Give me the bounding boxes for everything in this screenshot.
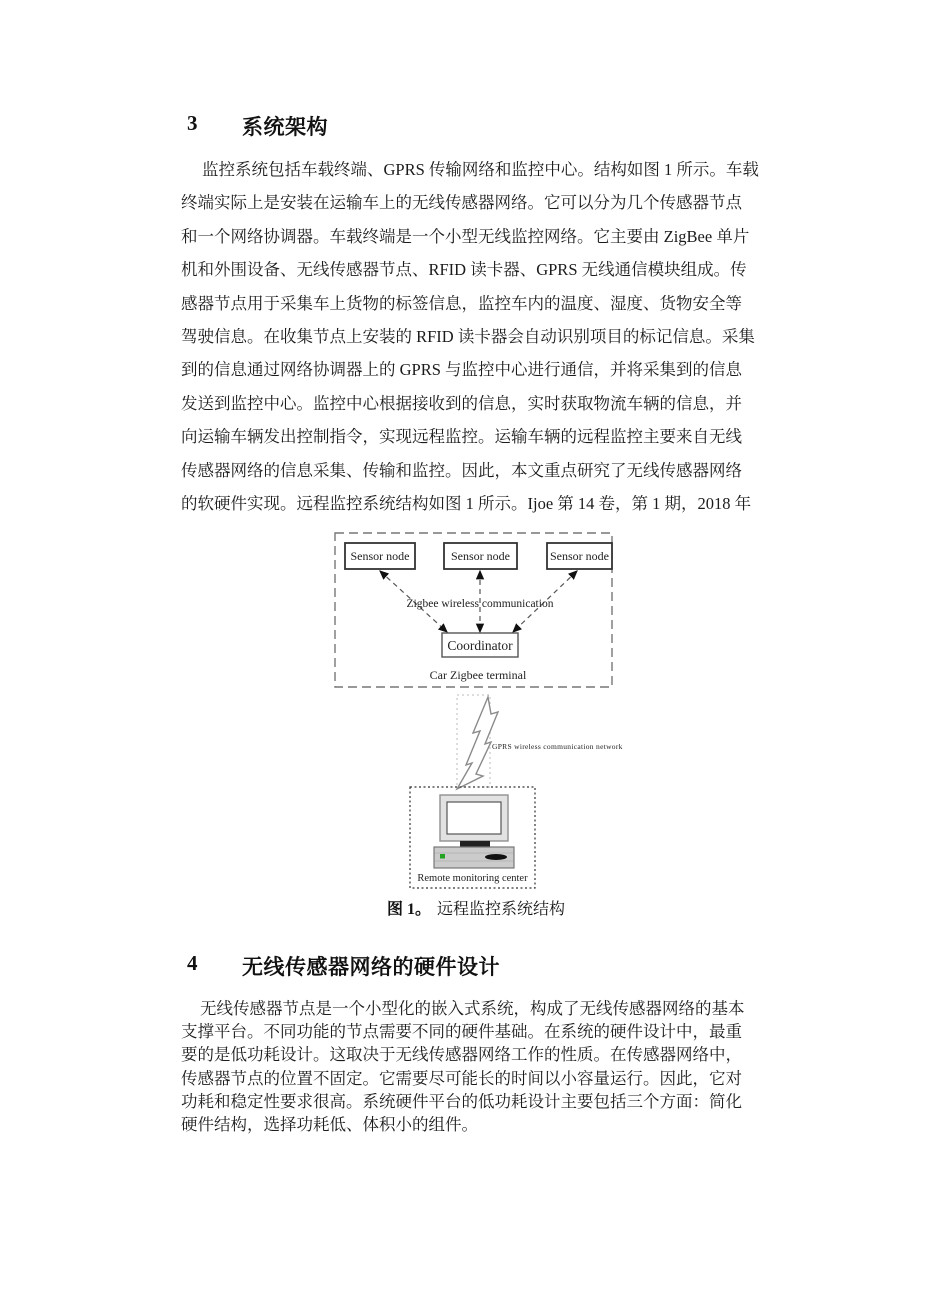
figure-1-diagram <box>320 525 670 897</box>
paragraph-line: 向运输车辆发出控制指令，实现远程监控。运输车辆的远程监控主要来自无线 <box>181 427 742 447</box>
paragraph-line: 支撑平台。不同功能的节点需要不同的硬件基础。在系统的硬件设计中，最重 <box>181 1022 742 1042</box>
section-title: 无线传感器网络的硬件设计 <box>242 955 500 979</box>
monitor-screen <box>447 802 501 834</box>
figure-caption-label: 图 1。 <box>387 901 432 918</box>
section-title: 系统架构 <box>242 115 328 139</box>
paragraph-line: 驾驶信息。在收集节点上安装的 RFID 读卡器会自动识别项目的标记信息。采集 <box>181 326 755 346</box>
paragraph-line: 无线传感器节点是一个小型化的嵌入式系统，构成了无线传感器网络的基本 <box>200 999 745 1018</box>
section-3-heading <box>187 111 328 141</box>
sensor-node-label: Sensor node <box>550 549 609 563</box>
paragraph-line: 监控系统包括车载终端、GPRS 传输网络和监控中心。结构如图 1 所示。车载 <box>202 160 759 179</box>
section-number: 3 <box>187 111 198 135</box>
section-4-heading <box>187 951 500 981</box>
paragraph-line: 要的是低功耗设计。这取决于无线传感器网络工作的性质。在传感器网络中， <box>181 1045 742 1065</box>
car-terminal-label: Car Zigbee terminal <box>429 668 527 682</box>
sensor-node-label: Sensor node <box>350 549 410 563</box>
paragraph-line: 功耗和稳定性要求很高。系统硬件平台的低功耗设计主要包括三个方面：简化 <box>181 1091 742 1111</box>
figure-caption-text: 远程监控系统结构 <box>437 901 566 918</box>
sensor-node-label: Sensor node <box>451 549 510 563</box>
case-slot <box>485 854 507 860</box>
paragraph-2 <box>181 997 766 1136</box>
monitor-stand <box>460 841 490 847</box>
remote-monitoring-label: Remote monitoring center <box>417 873 528 884</box>
figure-caption <box>387 896 565 919</box>
paragraph-line: 终端实际上是安装在运输车上的无线传感器网络。它可以分为几个传感器节点 <box>181 193 742 213</box>
paragraph-line: 感器节点用于采集车上货物的标签信息，监控车内的温度、湿度、货物安全等 <box>181 293 742 313</box>
section-number: 4 <box>187 951 198 975</box>
paragraph-line: 和一个网络协调器。车载终端是一个小型无线监控网络。它主要由 ZigBee 单片 <box>181 226 750 246</box>
computer-icon <box>434 795 514 868</box>
paragraph-line: 传感器网络的信息采集、传输和监控。因此，本文重点研究了无线传感器网络 <box>181 460 742 480</box>
zigbee-communication-label: Zigbee wireless communication <box>406 598 554 610</box>
power-led <box>440 854 445 859</box>
paragraph-line: 发送到监控中心。监控中心根据接收到的信息，实时获取物流车辆的信息，并 <box>181 393 742 413</box>
paragraph-line: 的软硬件实现。远程监控系统结构如图 1 所示。Ijoe 第 14 卷，第 1 期，2018 年 <box>181 493 752 513</box>
gprs-network-label: GPRS wireless communication network <box>492 742 623 751</box>
paragraph-line: 机和外围设备、无线传感器节点、RFID 读卡器、GPRS 无线通信模块组成。传 <box>181 260 747 280</box>
paragraph-line: 传感器节点的位置不固定。它需要尽可能长的时间以小容量运行。因此，它对 <box>181 1068 742 1088</box>
paragraph-line: 到的信息通过网络协调器上的 GPRS 与监控中心进行通信，并将采集到的信息 <box>181 360 743 380</box>
paragraph-1 <box>181 153 766 520</box>
coordinator-label: Coordinator <box>447 638 513 653</box>
paragraph-line: 硬件结构，选择功耗低、体积小的组件。 <box>181 1114 478 1134</box>
